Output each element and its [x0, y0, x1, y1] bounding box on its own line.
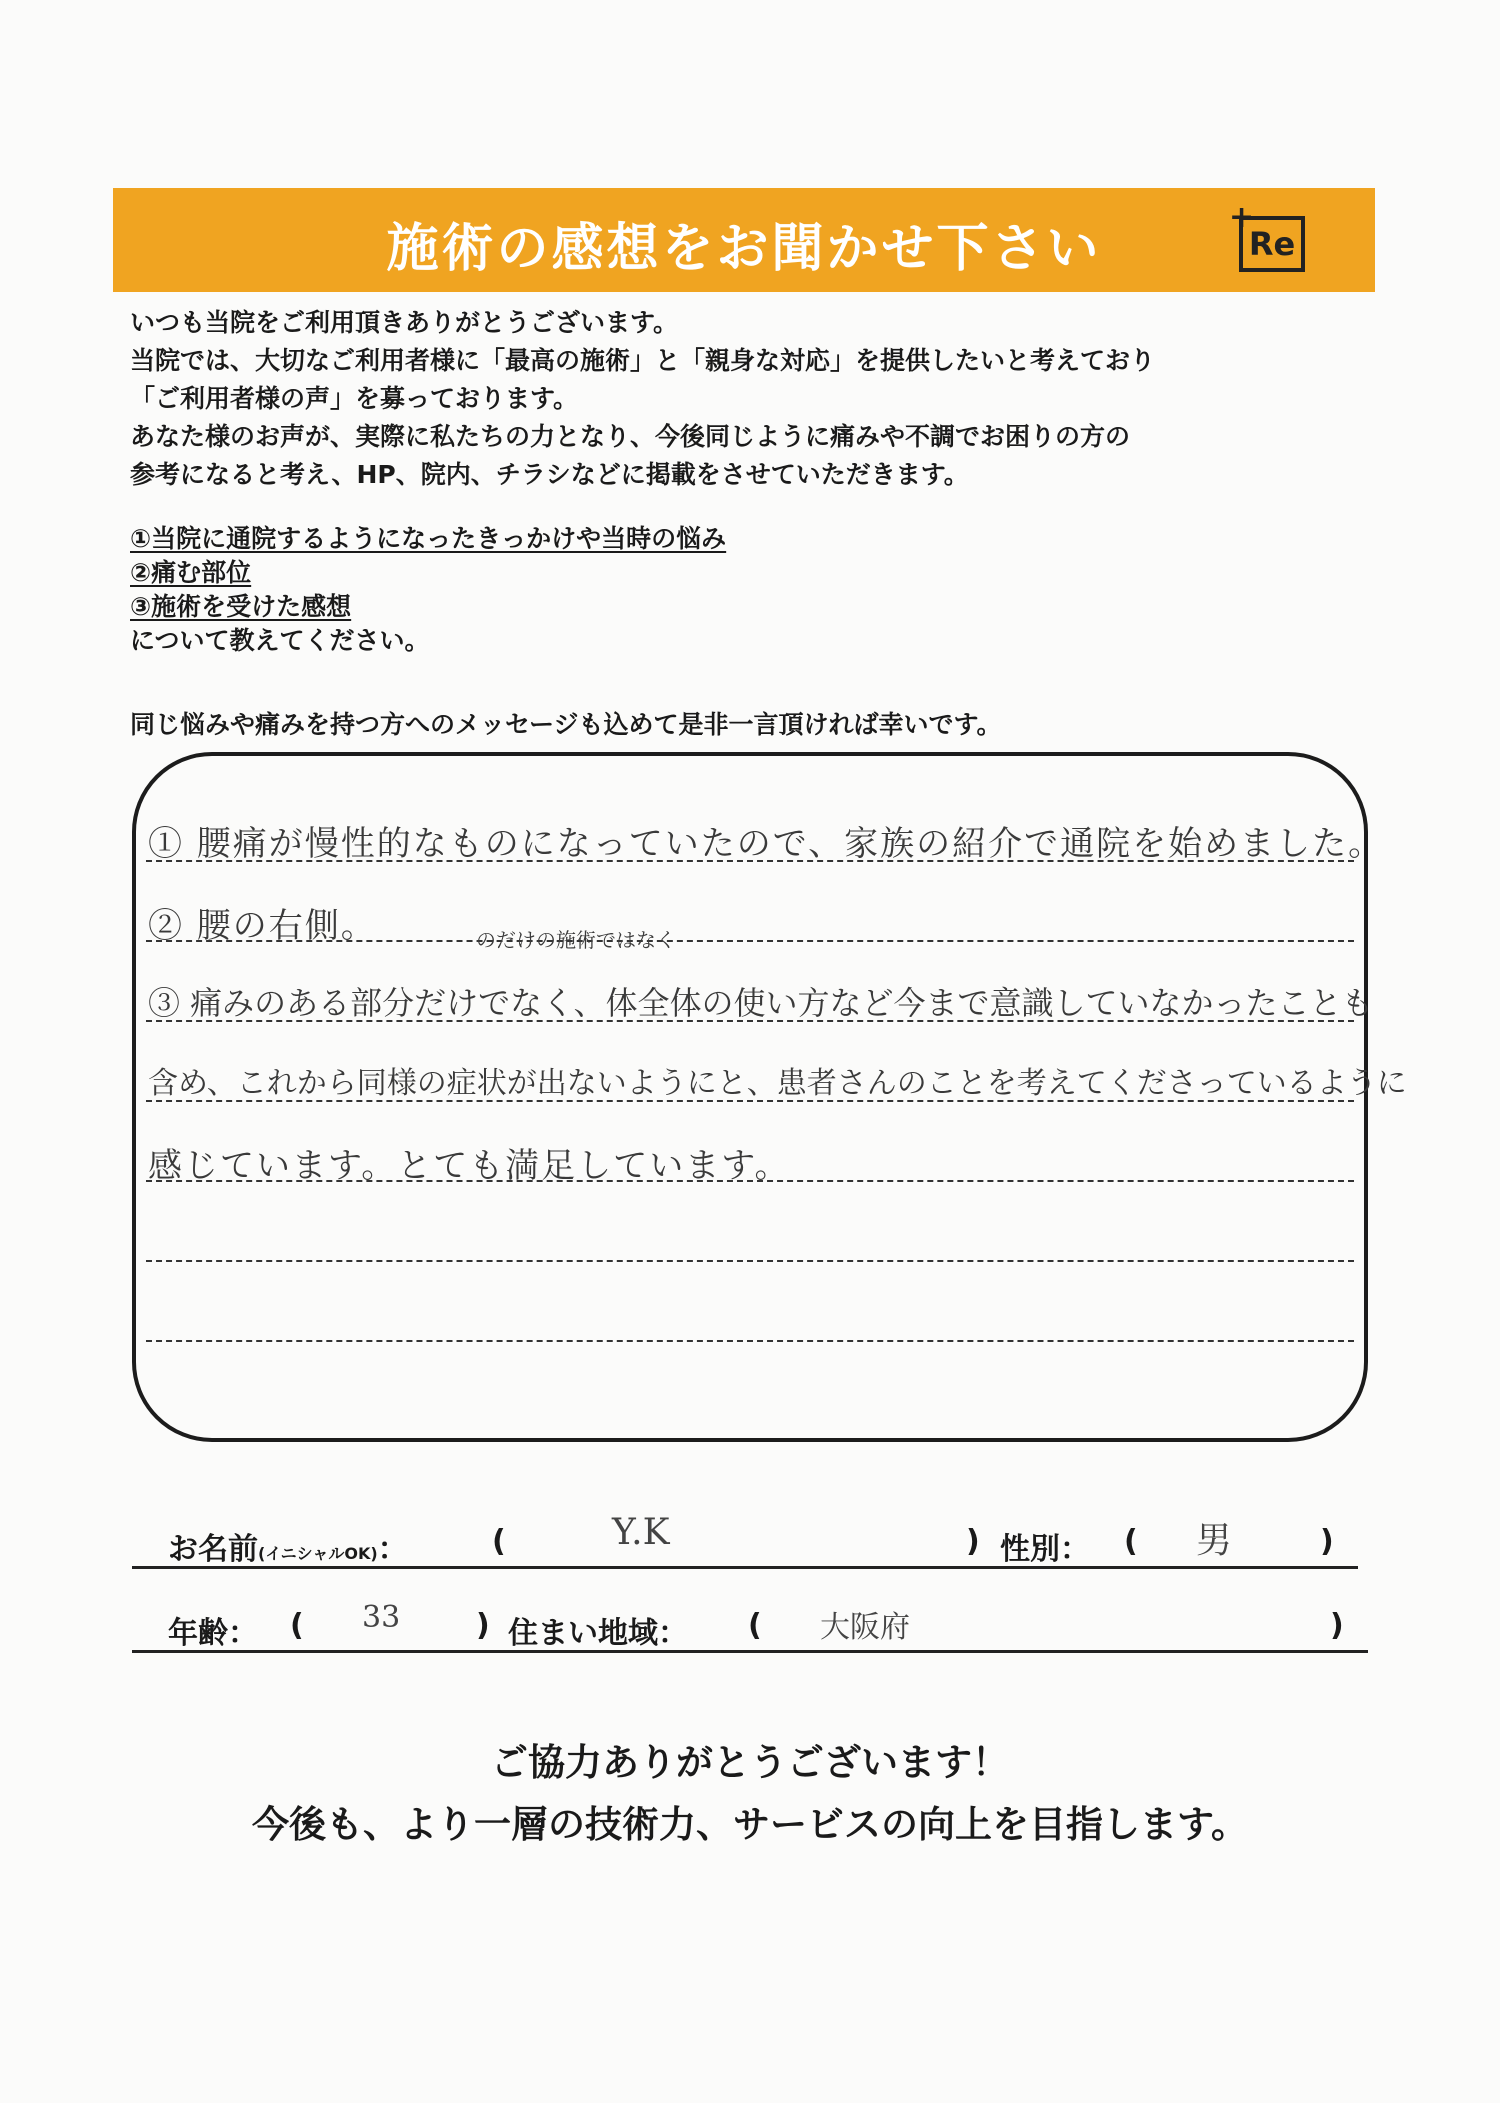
name-note: (イニシャルOK): [258, 1544, 378, 1563]
name-close-paren: ): [966, 1524, 980, 1559]
area-label: 住まい地域：: [508, 1616, 688, 1651]
intro-line: あなた様のお声が、実際に私たちの力となり、今後同じように痛みや不調でお困りの方の: [130, 422, 1131, 451]
age-open-paren: (: [290, 1608, 304, 1643]
age-value[interactable]: 33: [362, 1600, 401, 1635]
gender-value[interactable]: 男: [1196, 1520, 1233, 1561]
gender-close-paren: ): [1320, 1524, 1334, 1559]
gender-open-paren: (: [1124, 1524, 1138, 1559]
question-tail: について教えてください。: [130, 626, 430, 655]
intro-line: 「ご利用者様の声」を募っております。: [130, 384, 579, 413]
intro-text: [130, 304, 1370, 494]
area-close-paren: ): [1330, 1608, 1344, 1643]
answer-box[interactable]: [132, 752, 1407, 1442]
gender-label: 性別：: [1000, 1532, 1090, 1567]
answer-line: [146, 1260, 1354, 1262]
intro-line: 当院では、大切なご利用者様に「最高の施術」と「親身な対応」を提供したいと考えており: [130, 346, 1156, 375]
area-open-paren: (: [748, 1608, 762, 1643]
name-value[interactable]: Y.K: [612, 1512, 670, 1553]
age-underline: [132, 1650, 1368, 1653]
name-underline: [132, 1566, 1358, 1569]
logo: [1229, 200, 1305, 272]
page-title: 施術の感想をお聞かせ下さい: [386, 219, 1102, 279]
area-value[interactable]: 大阪府: [820, 1610, 910, 1645]
message-prompt: 同じ悩みや痛みを持つ方へのメッセージも込めて是非一言頂ければ幸いです。: [130, 710, 1002, 739]
question-item: ②痛む部位: [130, 558, 252, 587]
logo-text: Re: [1248, 225, 1296, 263]
name-label: お名前(イニシャルOK)：: [168, 1532, 408, 1567]
answer-text-4: 含め、これから同様の症状が出ないようにと、患者さんのことを考えてくださっているように: [148, 1066, 1407, 1101]
intro-line: いつも当院をご利用頂きありがとうございます。: [130, 308, 679, 337]
header-banner: [113, 188, 1375, 292]
answer-insert: のだけの施術ではなく: [476, 928, 676, 952]
question-item: ①当院に通院するようになったきっかけや当時の悩み: [130, 524, 727, 553]
answer-line: [146, 1340, 1354, 1342]
answer-text-1: ① 腰痛が慢性的なものになっていたので、家族の紹介で通院を始めました。: [148, 824, 1385, 864]
answer-text-2: ② 腰の右側。: [148, 906, 377, 946]
logo-plus: +: [1229, 200, 1255, 235]
answer-text-5: 感じています。とても満足しています。: [148, 1146, 791, 1186]
question-list: [130, 522, 1370, 658]
answer-text-3: ③ 痛みのある部分だけでなく、体全体の使い方など今まで意識していなかったことも: [148, 984, 1374, 1022]
age-close-paren: ): [476, 1608, 490, 1643]
thanks-line-1: ご協力ありがとうございます！: [491, 1741, 1009, 1784]
question-item: ③施術を受けた感想: [130, 592, 352, 621]
age-label: 年齢：: [168, 1616, 258, 1651]
intro-line: 参考になると考え、HP、院内、チラシなどに掲載をさせていただきます。: [130, 460, 969, 489]
thanks-line-2: 今後も、より一層の技術力、サービスの向上を目指します。: [251, 1803, 1249, 1846]
name-open-paren: (: [492, 1524, 506, 1559]
